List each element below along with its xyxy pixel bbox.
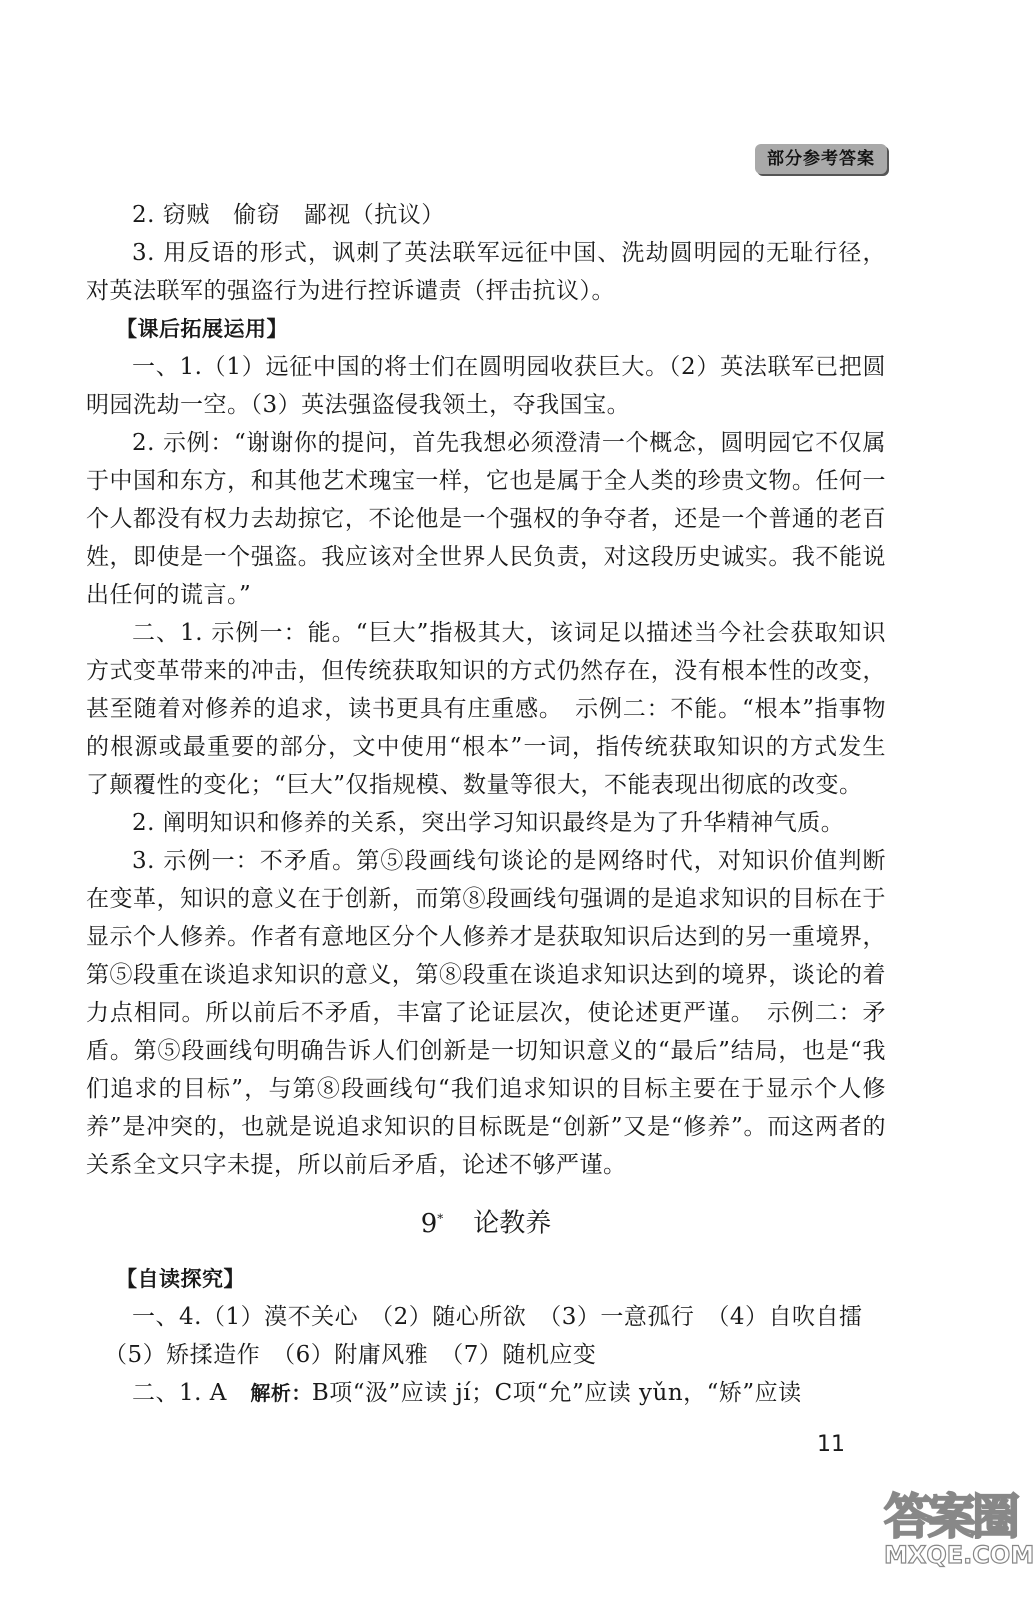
- page-number: 11: [817, 1432, 845, 1457]
- section-badge: 部分参考答案: [755, 144, 887, 174]
- answer-line: 3. 示例一：不矛盾。第⑤段画线句谈论的是网络时代，对知识价值判断在变革，知识的意义在于创新，而第⑧段画线句强调的是追求知识的目标在于显示个人修养。作者有意地区分个人修养才是获取知识后达到的另一重境界，第⑤段重在谈追求知识的意义，第⑧段重在谈追求知识达到的境界，谈论的着力点相同。所以前后不矛盾，丰富了论证层次，使论述更严谨。 示例二：矛盾。第⑤段画线句明确告诉人们创新是一切知识意义的“最后”结局，也是“我们追求的目标”，与第⑧段画线句“我们追求知识的目标主要在于显示个人修养”是冲突的，也就是说追求知识的目标既是“创新”又是“修养”。而这两者的关系全文只字未提，所以前后矛盾，论述不够严谨。: [86, 848, 886, 1178]
- answer-content: [86, 196, 886, 1412]
- lesson-number: 9*: [420, 1208, 444, 1239]
- lesson-title-text: 论教养: [473, 1208, 552, 1239]
- answer-line: 二、1. A 解析：B项“汲”应读 jí；C项“允”应读 yǔn，“矫”应读: [132, 1379, 802, 1406]
- answer-line: （5）矫揉造作 （6）附庸风雅 （7）随机应变: [104, 1341, 597, 1368]
- answer-line: 一、4.（1）漠不关心 （2）随心所欲 （3）一意孤行 （4）自吹自擂: [132, 1303, 863, 1330]
- watermark-logo: 答案圈 MXQE.COM: [884, 1489, 1034, 1569]
- answer-line: 3. 用反语的形式，讽刺了英法联军远征中国、洗劫圆明园的无耻行径，对英法联军的强盗行为进行控诉谴责（抨击抗议）。: [86, 240, 886, 304]
- section-heading: 【自读探究】: [116, 1266, 245, 1291]
- answer-line: 二、1. 示例一：能。“巨大”指极其大，该词足以描述当今社会获取知识方式变革带来的冲击，但传统获取知识的方式仍然存在，没有根本性的改变，甚至随着对修养的追求，读书更具有庄重感。 示例二：不能。“根本”指事物的根源或最重要的部分，文中使用“根本”一词，指传统获取知识的方式发生了颠覆性的变化；“巨大”仅指规模、数量等很大，不能表现出彻底的改变。: [86, 620, 886, 798]
- answer-line: 一、1.（1）远征中国的将士们在圆明园收获巨大。（2）英法联军已把圆明园洗劫一空。（3）英法强盗侵我领土，夺我国宝。: [86, 354, 886, 418]
- answer-line: 2. 示例：“谢谢你的提问，首先我想必须澄清一个概念，圆明园它不仅属于中国和东方，和其他艺术瑰宝一样，它也是属于全人类的珍贵文物。任何一个人都没有权力去劫掠它，不论他是一个强权的争夺者，还是一个普通的老百姓，即使是一个强盗。我应该对全世界人民负责，对这段历史诚实。我不能说出任何的谎言。”: [86, 430, 886, 608]
- lesson-title: [86, 1198, 886, 1244]
- section-heading: 【课后拓展运用】: [116, 317, 288, 341]
- answer-line: 2. 阐明知识和修养的关系，突出学习知识最终是为了升华精神气质。: [132, 810, 845, 836]
- explanation-label: 解析：: [250, 1380, 312, 1405]
- answer-line: 2. 窃贼 偷窃 鄙视（抗议）: [132, 202, 445, 228]
